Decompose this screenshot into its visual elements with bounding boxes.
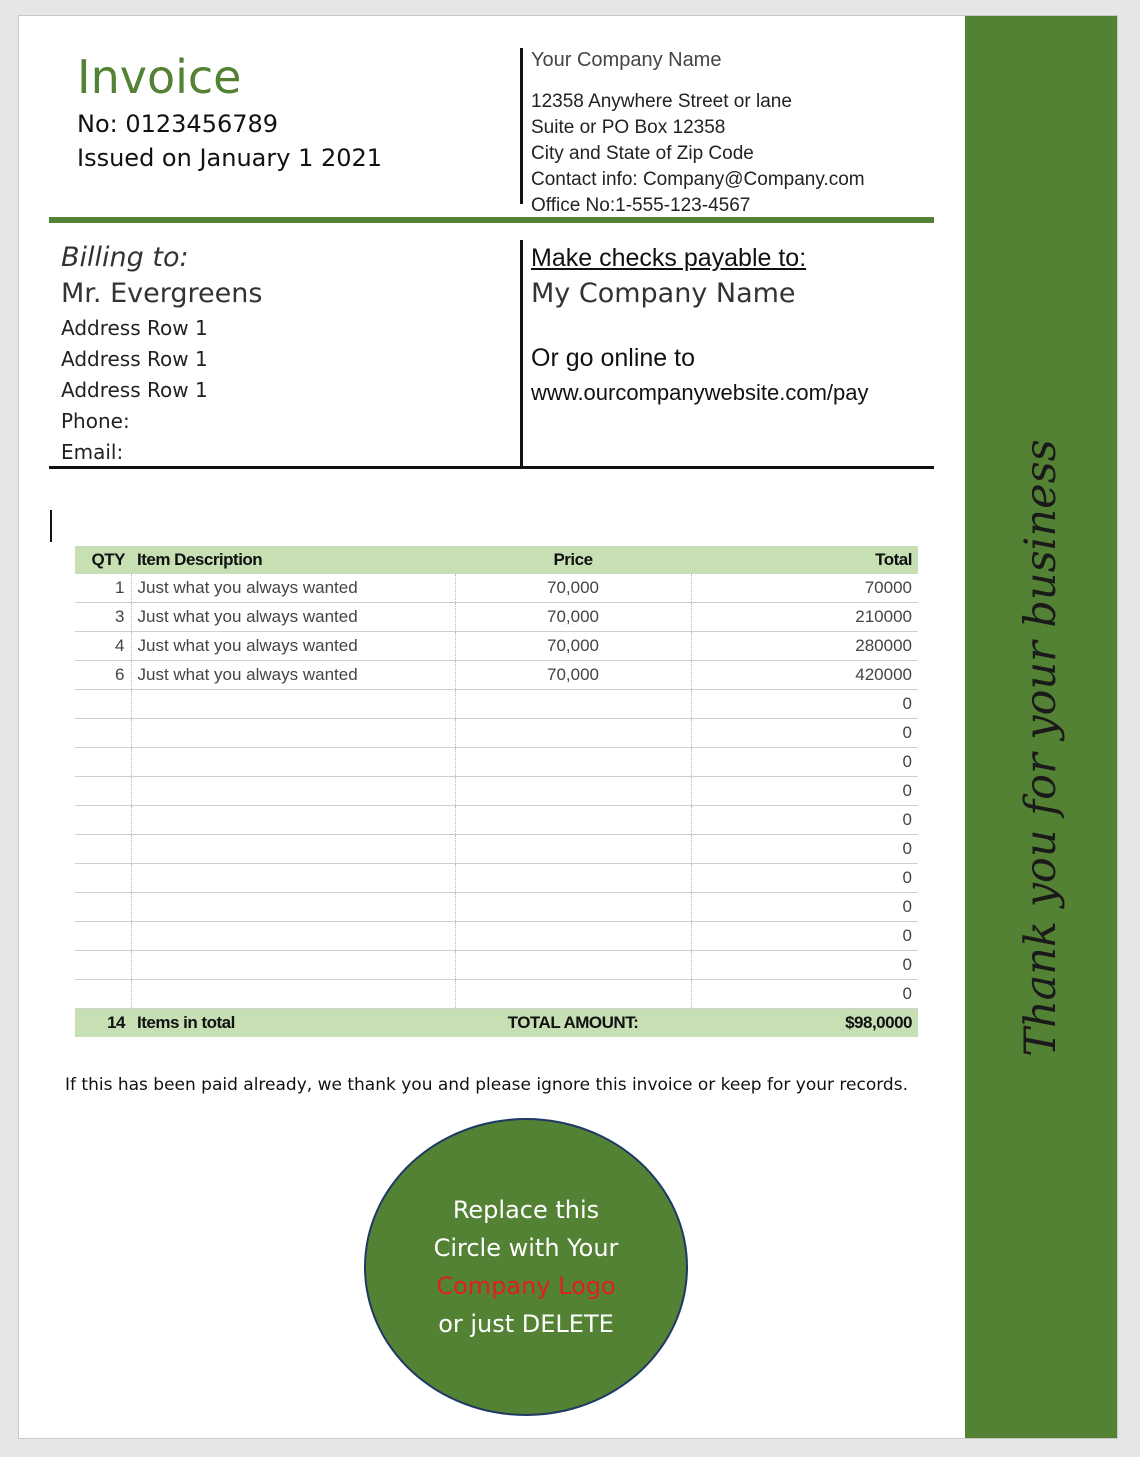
row-qty: [75, 922, 131, 951]
table-row: [75, 835, 918, 864]
table-row: [75, 980, 918, 1009]
total-items-label: Items in total: [131, 1009, 455, 1038]
company-street: 12358 Anywhere Street or lane: [531, 91, 792, 112]
logo-placeholder-line-1: Replace this: [452, 1196, 600, 1224]
logo-placeholder-line-3: Company Logo: [436, 1272, 616, 1300]
thank-you-sidebar: [965, 16, 1117, 1438]
header-divider: [520, 48, 523, 204]
row-price: 70,000: [455, 632, 691, 661]
row-description: Just what you always wanted: [131, 603, 455, 632]
payment-heading: Make checks payable to:: [531, 244, 807, 272]
row-price: [455, 806, 691, 835]
row-total: 0: [691, 951, 918, 980]
billing-phone: Phone:: [61, 409, 130, 433]
total-qty: 14: [75, 1009, 131, 1038]
row-price: 70,000: [455, 661, 691, 690]
payment-online-label: Or go online to: [531, 344, 695, 372]
row-description: [131, 719, 455, 748]
table-row: [75, 806, 918, 835]
row-price: [455, 748, 691, 777]
payment-url: www.ourcompanywebsite.com/pay: [531, 380, 869, 405]
row-total: 0: [691, 893, 918, 922]
row-price: [455, 980, 691, 1009]
row-total: 280000: [691, 632, 918, 661]
total-amount: $98,0000: [691, 1009, 918, 1038]
header-price: Price: [455, 546, 691, 574]
table-row: [75, 864, 918, 893]
header-rule: [49, 217, 934, 223]
row-description: [131, 806, 455, 835]
items-table: [75, 546, 918, 1037]
logo-placeholder-line-2: Circle with Your: [433, 1234, 619, 1262]
billing-heading: Billing to:: [61, 242, 189, 273]
row-price: [455, 951, 691, 980]
row-qty: [75, 777, 131, 806]
row-qty: [75, 806, 131, 835]
row-price: 70,000: [455, 574, 691, 603]
table-total-row: [75, 1009, 918, 1038]
table-row: [75, 661, 918, 690]
company-contact: Contact info: Company@Company.com: [531, 169, 865, 190]
row-total: 70000: [691, 574, 918, 603]
row-description: [131, 980, 455, 1009]
table-row: [75, 603, 918, 632]
table-row: [75, 893, 918, 922]
billing-address-1: Address Row 1: [61, 316, 208, 340]
invoice-number: No: 0123456789: [77, 110, 279, 138]
table-row: [75, 951, 918, 980]
row-qty: 3: [75, 603, 131, 632]
invoice-title: Invoice: [77, 50, 242, 104]
total-amount-label: TOTAL AMOUNT:: [455, 1009, 691, 1038]
row-price: [455, 893, 691, 922]
row-qty: 4: [75, 632, 131, 661]
row-total: 0: [691, 806, 918, 835]
billing-name: Mr. Evergreens: [61, 278, 263, 309]
row-total: 210000: [691, 603, 918, 632]
table-header-row: [75, 546, 918, 574]
row-total: 420000: [691, 661, 918, 690]
payment-company-name: My Company Name: [531, 278, 796, 309]
table-row: [75, 748, 918, 777]
payment-note: If this has been paid already, we thank you and please ignore this invoice or keep for your records.: [65, 1075, 908, 1095]
row-total: 0: [691, 748, 918, 777]
row-price: [455, 835, 691, 864]
thank-you-text: Thank you for your business: [1016, 439, 1066, 1057]
logo-placeholder-line-4: or just DELETE: [438, 1310, 614, 1338]
row-description: [131, 690, 455, 719]
table-row: [75, 719, 918, 748]
logo-placeholder-circle[interactable]: [364, 1118, 688, 1416]
row-total: 0: [691, 864, 918, 893]
company-suite: Suite or PO Box 12358: [531, 117, 726, 138]
header-description: Item Description: [131, 546, 455, 574]
billing-address-3: Address Row 1: [61, 378, 208, 402]
row-total: 0: [691, 719, 918, 748]
table-row: [75, 690, 918, 719]
table-row: [75, 574, 918, 603]
row-total: 0: [691, 980, 918, 1009]
row-description: [131, 893, 455, 922]
row-qty: 6: [75, 661, 131, 690]
row-qty: [75, 748, 131, 777]
row-qty: [75, 980, 131, 1009]
row-description: Just what you always wanted: [131, 632, 455, 661]
header-qty: QTY: [75, 546, 131, 574]
row-description: [131, 922, 455, 951]
row-description: [131, 864, 455, 893]
row-description: [131, 748, 455, 777]
row-total: 0: [691, 922, 918, 951]
billing-divider: [520, 240, 523, 468]
invoice-page: [18, 15, 1118, 1439]
company-name: Your Company Name: [531, 49, 722, 71]
row-total: 0: [691, 835, 918, 864]
row-description: Just what you always wanted: [131, 574, 455, 603]
row-qty: 1: [75, 574, 131, 603]
row-price: [455, 719, 691, 748]
row-description: [131, 835, 455, 864]
invoice-issued-date: Issued on January 1 2021: [77, 144, 383, 172]
row-price: 70,000: [455, 603, 691, 632]
row-description: [131, 777, 455, 806]
billing-email: Email:: [61, 440, 124, 464]
row-total: 0: [691, 690, 918, 719]
row-qty: [75, 690, 131, 719]
company-city: City and State of Zip Code: [531, 143, 754, 164]
row-qty: [75, 719, 131, 748]
billing-rule: [49, 466, 934, 469]
billing-address-2: Address Row 1: [61, 347, 208, 371]
row-total: 0: [691, 777, 918, 806]
row-price: [455, 864, 691, 893]
row-qty: [75, 893, 131, 922]
header-total: Total: [691, 546, 918, 574]
table-row: [75, 922, 918, 951]
row-price: [455, 922, 691, 951]
row-description: [131, 951, 455, 980]
row-description: Just what you always wanted: [131, 661, 455, 690]
row-price: [455, 690, 691, 719]
table-row: [75, 632, 918, 661]
company-office: Office No:1-555-123-4567: [531, 195, 751, 216]
row-price: [455, 777, 691, 806]
text-cursor: [50, 510, 52, 542]
row-qty: [75, 864, 131, 893]
table-row: [75, 777, 918, 806]
row-qty: [75, 951, 131, 980]
row-qty: [75, 835, 131, 864]
